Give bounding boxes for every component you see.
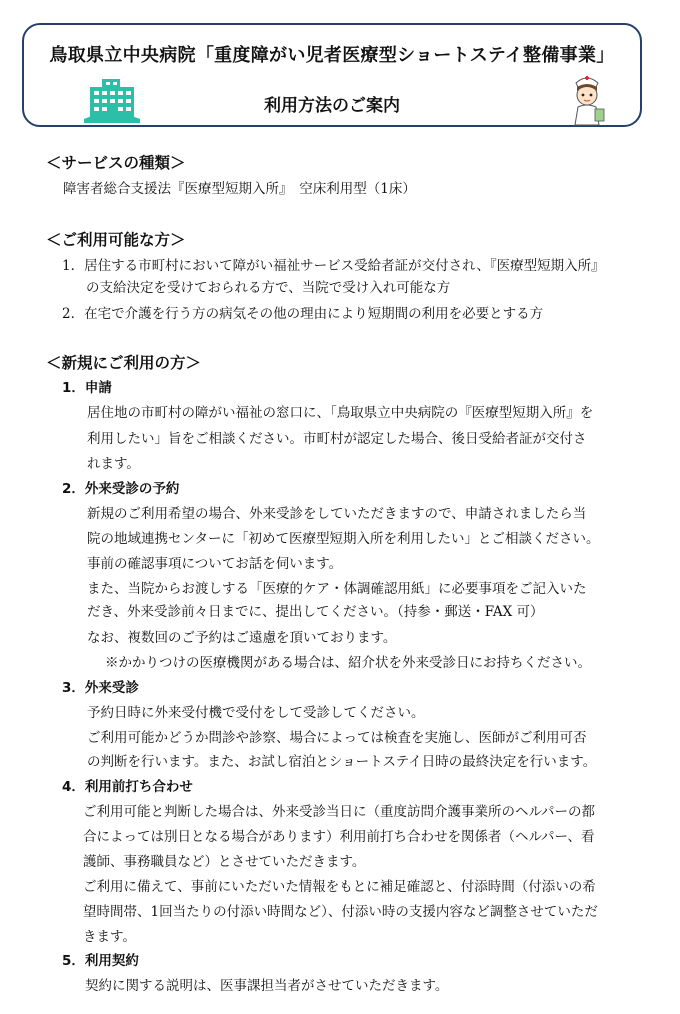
step-2-line: また、当院からお渡しする「医療的ケア・体調確認用紙」に必要事項をご記入いた: [87, 581, 587, 597]
step-5-line: 契約に関する説明は、医事課担当者がさせていただきます。: [85, 978, 449, 994]
step-4-title: 4．利用前打ち合わせ: [62, 779, 193, 795]
step-5-title: 5．利用契約: [62, 953, 139, 969]
page-subtitle: 利用方法のご案内: [264, 96, 400, 116]
step-4-line: 護師、事務職員など）とさせていただきます。: [83, 854, 366, 870]
step-4-line: 望時間帯、1回当たりの付添い時間など）、付添い時の支援内容など調整させていただ: [83, 904, 598, 920]
section-heading-new-users: ＜新規にご利用の方＞: [46, 354, 202, 372]
eligible-item-2: 2．在宅で介護を行う方の病気その他の理由により短期間の利用を必要とする方: [62, 306, 544, 322]
step-1-line: 利用したい」旨をご相談ください。市町村が認定した場合、後日受給者証が交付さ: [87, 431, 587, 447]
step-1-line: れます。: [87, 456, 140, 472]
step-4-line: きます。: [83, 929, 136, 945]
step-4-line: ご利用に備えて、事前にいただいた情報をもとに補足確認と、付添時間（付添いの希: [83, 879, 596, 895]
section-heading-eligible: ＜ご利用可能な方＞: [46, 231, 186, 249]
step-2-note: ※かかりつけの医療機関がある場合は、紹介状を外来受診日にお持ちください。: [105, 655, 591, 671]
section-heading-service: ＜サービスの種類＞: [46, 154, 186, 172]
step-2-line: 新規のご利用希望の場合、外来受診をしていただきますので、申請されましたら当: [87, 506, 587, 522]
step-2-line: 院の地域連携センターに「初めて医療型短期入所を利用したい」とご相談ください。: [87, 531, 600, 547]
step-3-line: の判断を行います。また、お試し宿泊とショートステイ日時の最終決定を行います。: [87, 754, 597, 770]
step-2-line: 事前の確認事項についてお話を伺います。: [87, 556, 343, 572]
step-1-title: 1．申請: [62, 380, 112, 396]
step-3-title: 3．外来受診: [62, 680, 139, 696]
step-2-line: だき、外来受診前々日までに、提出してください。（持参・郵送・FAX 可）: [87, 604, 544, 620]
step-2-line: なお、複数回のご予約はご遠慮を頂いております。: [87, 630, 397, 646]
page-title: 鳥取県立中央病院「重度障がい児者医療型ショートステイ整備事業」: [49, 45, 615, 66]
step-3-line: 予約日時に外来受付機で受付をして受診してください。: [87, 705, 425, 721]
service-body: 障害者総合支援法『医療型短期入所』 空床利用型（1床）: [63, 181, 416, 197]
eligible-item-1-line-1: 1．居住する市町村において障がい福祉サービス受給者証が交付され、『医療型短期入所』: [62, 258, 605, 274]
eligible-item-1-line-2: の支給決定を受けておられる方で、当院で受け入れ可能な方: [86, 280, 451, 296]
step-4-line: ご利用可能と判断した場合は、外来受診当日に（重度訪問介護事業所のヘルパーの都: [83, 804, 596, 820]
step-4-line: 合によっては別日となる場合があります）利用前打ち合わせを関係者（ヘルパー、看: [83, 829, 595, 845]
step-1-line: 居住地の市町村の障がい福祉の窓口に、「鳥取県立中央病院の『医療型短期入所』を: [87, 405, 594, 421]
step-2-title: 2．外来受診の予約: [62, 481, 180, 497]
step-3-line: ご利用可能かどうか問診や診察、場合によっては検査を実施し、医師がご利用可否: [87, 730, 587, 746]
